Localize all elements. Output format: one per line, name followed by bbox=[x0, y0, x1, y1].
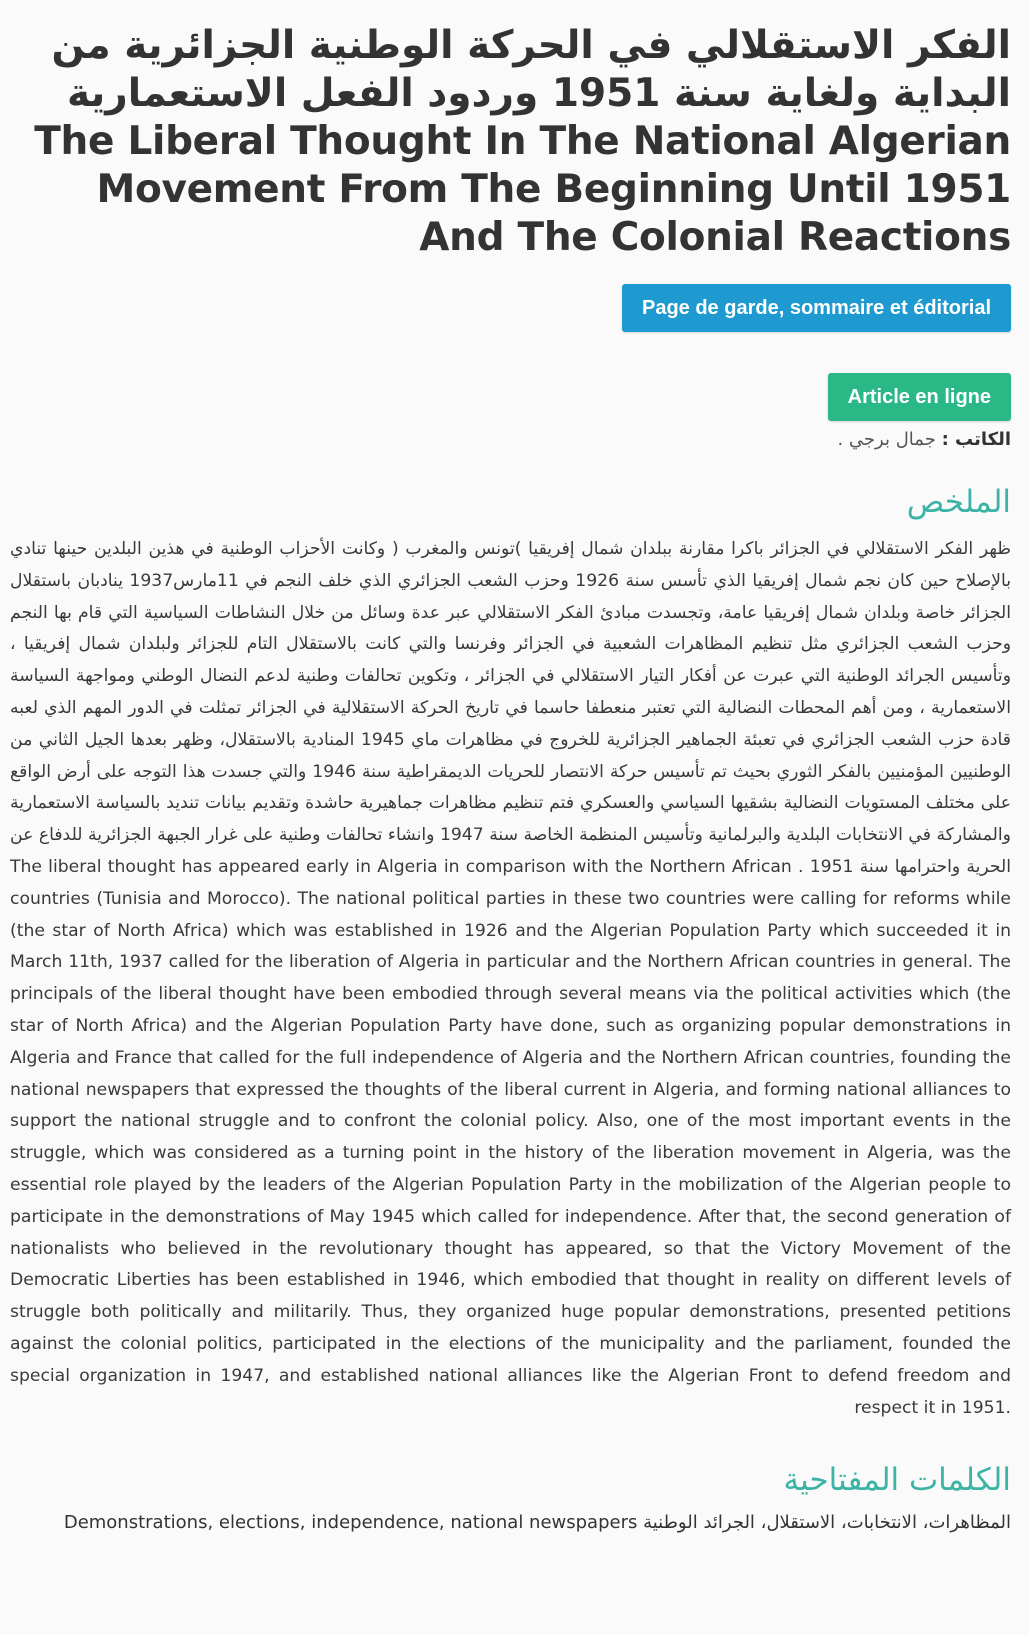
article-actions bbox=[10, 284, 1011, 421]
keywords-arabic: المظاهرات، الانتخابات، الاستقلال، الجرائد الوطنية bbox=[643, 1512, 1011, 1534]
abstract-arabic: ظهر الفكر الاستقلالي في الجزائر باكرا مقارنة ببلدان شمال إفريقيا )تونس والمغرب ( وكانت الأحزاب الوطنية في هذين البلدين حينها تنادي بالإصلاح حين كان نجم شمال إفريقيا الذي تأسس سنة 1926 وحزب الشعب الجزائري الذي خلف النجم في 11مارس1937 ينادبان باستقلال الجزائر خاصة وبلدان شمال إفريقيا عامة، وتجسدت مبادئ الفكر الاستقلالي عبر عدة وسائل من خلال النشاطات السياسية التي قام بها النجم وحزب الشعب الجزائري مثل تنظيم المظاهرات الشعبية في الجزائر وفرنسا والتي كانت بالاستقلال التام للجزائر ولبلدان شمال إفريقيا ، وتأسيس الجرائد الوطنية التي عبرت عن أفكار التيار الاستقلالي في الجزائر ، وتكوين تحالفات وطنية لدعم النضال الوطني ومواجهة السياسة الاستعمارية ، ومن أهم المحطات النضالية التي تعتبر منعطفا حاسما في تاريخ الحركة الاستقلالية في الجزائر تمثلت في الدور المهم الذي لعبه قادة حزب الشعب الجزائري في تعبئة الجماهير الجزائرية للخروج في مظاهرات ماي 1945 المنادية بالاستقلال، وظهر بعدها الجيل الثاني من الوطنيين المؤمنيين بالفكر الثوري بحيث تم تأسيس حركة الانتصار للحريات الديمقراطية سنة 1946 والتي جسدت هذا التوجه على أرض الواقع على مختلف المستويات النضالية بشقيها السياسي والعسكري فتم تنظيم مظاهرات جماهيرية حاشدة وتقديم بيانات تنديد بالسياسة الاستعمارية والمشاركة في الانتخابات البلدية والبرلمانية وتأسيس المنظمة الخاصة سنة 1947 وانشاء تحالفات وطنية على غرار الجبهة الجزائرية للدفاع عن الحرية واحترامها سنة 1951 . bbox=[10, 539, 1012, 877]
abstract-english: The liberal thought has appeared early in Algeria in comparison with the Northern African countries (Tunisia and Morocco). The national political parties in these two countries were calling for reforms while (the star of North Africa) which was established in 1926 and the Algerian Population Party which succeeded it in March 11th, 1937 called for the liberation of Algeria in particular and the Northern African countries in general. The principals of the liberal thought have been embodied through several means via the political activities which (the star of North Africa) and the Algerian Population Party have done, such as organizing popular demonstrations in Algeria and France that called for the full independence of Algeria and the Northern African countries, founding the national newspapers that expressed the thoughts of the liberal current in Algeria, and forming national alliances to support the national struggle and to confront the colonial policy. Also, one of the most important events in the struggle, which was considered as a turning point in the history of the liberation movement in Algeria, was the essential role played by the leaders of the Algerian Population Party in the mobilization of the Algerian people to participate in the demonstrations of May 1945 which called for independence. After that, the second generation of nationalists who believed in the revolutionary thought has appeared, so that the Victory Movement of the Democratic Liberties has been established in 1946, which embodied that thought in reality on different levels of struggle both politically and militarily. Thus, they organized huge popular demonstrations, presented petitions against the colonial politics, participated in the elections of the municipality and the parliament, founded the special organization in 1947, and established national alliances like the Algerian Front to defend freedom and respect it in 1951. bbox=[10, 856, 1011, 1418]
author-name: جمال برجي . bbox=[837, 429, 936, 450]
online-article-button[interactable]: Article en ligne bbox=[828, 373, 1011, 421]
keywords-english: Demonstrations, elections, independence, national newspapers bbox=[63, 1512, 638, 1534]
cover-page-button[interactable]: Page de garde, sommaire et éditorial bbox=[622, 284, 1011, 332]
article-title: الفكر الاستقلالي في الحركة الوطنية الجزائرية من البداية ولغاية سنة 1951 وردود الفعل الاستعمارية The Liberal Thought In The National Algerian Movement From The Beginning Until 1951 And The Colonial Reactions bbox=[34, 23, 1011, 260]
abstract-heading: الملخص bbox=[906, 484, 1011, 520]
author-line bbox=[10, 429, 1011, 450]
keywords-line bbox=[10, 1512, 1011, 1533]
abstract-text bbox=[10, 534, 1011, 1424]
keywords-heading: الكلمات المفتاحية bbox=[783, 1462, 1011, 1499]
author-label: الكاتب : bbox=[941, 429, 1011, 450]
